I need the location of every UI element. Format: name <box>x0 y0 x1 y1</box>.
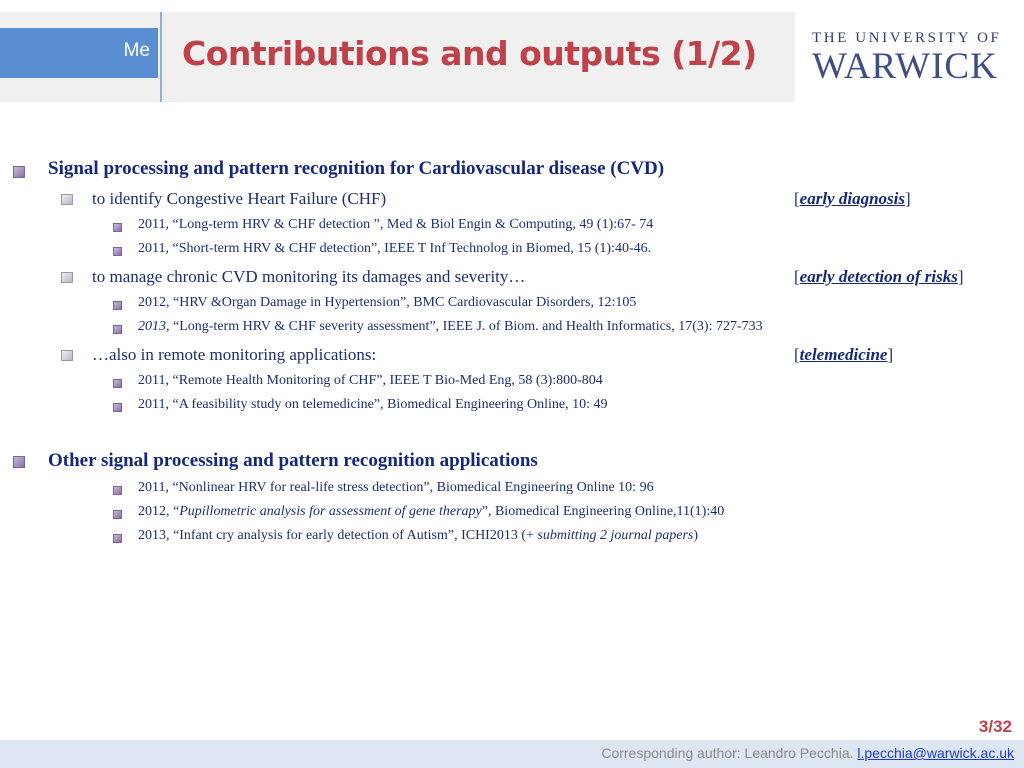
logo-line1: THE UNIVERSITY OF <box>812 30 1002 46</box>
footer-author: Corresponding author: Leandro Pecchia. <box>601 745 858 761</box>
reference-item <box>138 504 724 520</box>
header-divider <box>160 12 162 102</box>
list-item: to manage chronic CVD monitoring its damages and severity… <box>92 267 526 286</box>
small-bullet-icon <box>113 301 122 310</box>
reference-text: ”, Biomedical Engineering Online,11(1):40 <box>481 504 725 519</box>
bullet-icon <box>13 456 25 468</box>
tag-early-detection-of-risks: [early detection of risks] <box>794 267 964 286</box>
reference-year: 2013 <box>138 319 166 334</box>
reference-item: 2011, “Short-term HRV & CHF detection”, IEEE T Inf Technolog in Biomed, 15 (1):40-46. <box>138 241 652 256</box>
page-number: 3/32 <box>978 717 1012 736</box>
sub-bullet-icon <box>61 272 73 283</box>
small-bullet-icon <box>113 223 122 232</box>
reference-item: 2011, “Nonlinear HRV for real-life stress detection”, Biomedical Engineering Online 10: 96 <box>138 480 654 495</box>
list-item: …also in remote monitoring applications: <box>92 345 377 364</box>
footer-text <box>601 745 1014 761</box>
reference-text: , “Long-term HRV & CHF severity assessment”, IEEE J. of Biom. and Health Informatics, 17(3): 727-733 <box>166 319 763 334</box>
university-logo <box>812 30 1007 94</box>
reference-text: 2013, “Infant cry analysis for early detection of Autism”, ICHI2013 (+ <box>138 528 538 543</box>
me-tab[interactable] <box>0 28 158 78</box>
reference-note: submitting 2 journal papers <box>537 528 694 543</box>
tag-early-diagnosis: [early diagnosis] <box>794 189 911 208</box>
reference-text: 2012, “ <box>138 504 180 519</box>
small-bullet-icon <box>113 379 122 388</box>
tag-telemedicine: [telemedicine] <box>794 345 894 364</box>
small-bullet-icon <box>113 403 122 412</box>
reference-text: ) <box>693 528 699 543</box>
section-heading-other: Other signal processing and pattern recognition applications <box>48 450 538 471</box>
tag-link[interactable]: telemedicine <box>799 345 888 364</box>
tag-link[interactable]: early diagnosis <box>799 189 905 208</box>
reference-item: 2012, “HRV &Organ Damage in Hypertension”, BMC Cardiovascular Disorders, 12:105 <box>138 295 637 310</box>
small-bullet-icon <box>113 510 122 519</box>
me-label: Me <box>123 40 150 61</box>
tag-link[interactable]: early detection of risks <box>799 267 958 286</box>
reference-item <box>138 319 763 335</box>
small-bullet-icon <box>113 247 122 256</box>
reference-item: 2011, “A feasibility study on telemedicine”, Biomedical Engineering Online, 10: 49 <box>138 397 608 412</box>
reference-item: 2011, “Long-term HRV & CHF detection ”, Med & Biol Engin & Computing, 49 (1):67- 74 <box>138 217 654 232</box>
footer-bar <box>0 740 1024 768</box>
sub-bullet-icon <box>61 350 73 361</box>
small-bullet-icon <box>113 325 122 334</box>
logo-line2: WARWICK <box>812 46 998 87</box>
bullet-icon <box>13 166 25 178</box>
page-title: Contributions and outputs (1/2) <box>182 34 757 73</box>
sub-bullet-icon <box>61 194 73 205</box>
reference-title: Pupillometric analysis for assessment of gene therapy <box>179 504 482 519</box>
reference-item <box>138 528 698 544</box>
list-item: to identify Congestive Heart Failure (CHF) <box>92 189 387 208</box>
reference-item: 2011, “Remote Health Monitoring of CHF”, IEEE T Bio-Med Eng, 58 (3):800-804 <box>138 373 603 388</box>
small-bullet-icon <box>113 486 122 495</box>
footer-email-link[interactable]: l.pecchia@warwick.ac.uk <box>857 745 1014 761</box>
section-heading-cvd: Signal processing and pattern recognition for Cardiovascular disease (CVD) <box>48 158 665 179</box>
small-bullet-icon <box>113 534 122 543</box>
